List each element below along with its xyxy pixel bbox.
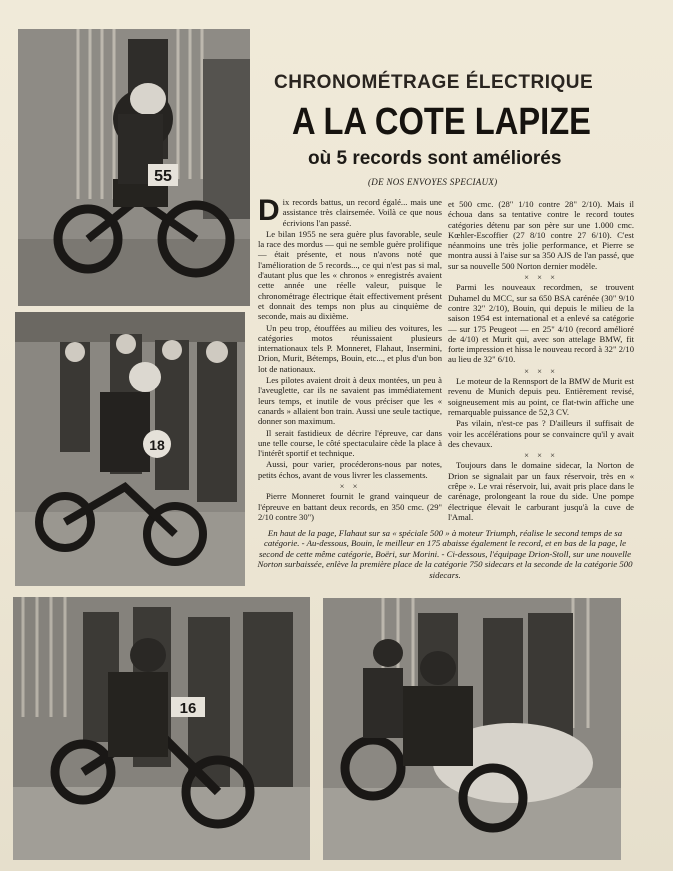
photo-sidecar-image — [323, 598, 621, 860]
section-separator: × × — [339, 481, 361, 492]
body-paragraph: et 500 cmc. (28" 1/10 contre 28" 2/10). Mais il échoua dans sa tentative contre le record toutes catégories détenu par son père sur une 1.000 cmc. Kœhler-Escoffier (27 8/10 contre 27 6/10). C'est néanmoins une très jolie performance, et Pierre se montra aussi à l'aise sur sa 350 AJS de l'an passé, que sur sa nouvelle 500 Norton dernier modèle. — [448, 199, 634, 271]
body-paragraph: Les pilotes avaient droit à deux montées, un peu à l'aveuglette, car ils ne savaient pas immédiatement leurs temps, et inutile de vous préciser que les « canards » allaient bon train. Aussi une seule tactique, donner son maximum. — [258, 375, 442, 427]
photo-drion-stoll-sidecar — [323, 598, 621, 860]
body-paragraph: Un peu trop, étouffées au milieu des voitures, les catégories motos réunissaient plusieurs internationaux tels P. Monneret, Flahaut, Insermini, Drion, Murit, Bétemps, Bouin, etc..., et plus d'un bon lot de nationaux. — [258, 322, 442, 374]
body-paragraph: Le moteur de la Rennsport de la BMW de Murit est revenu de Munich depuis peu. Entièrement revisé, soigneusement mis au point, ce flat-twin affiche une remarquable puissance de 52,3 CV. — [448, 376, 634, 417]
article-kicker: CHRONOMÉTRAGE ÉLECTRIQUE — [274, 72, 594, 93]
body-paragraph: Le bilan 1955 ne sera guère plus favorable, seule la race des mordus — qui ne semble guère prolifique — était présente, et nous n'avons noté que l'amélioration de 5 records..., ce qui n'est pas si mal, d'autant plus que les « chronos » enregistrés avaient cette année une réelle valeur, puisque le chronométrage électrique était effectivement présent et donnait des temps non plus au cinquième de seconde, mais au dixième. — [258, 228, 442, 322]
photo-boeri — [13, 597, 310, 860]
body-paragraph: Aussi, pour varier, procéderons-nous par notes, petits échos, avant de vous livrer les classements. — [258, 459, 442, 480]
body-paragraph: Pas vilain, n'est-ce pas ? D'ailleurs il suffisait de voir les accélérations pour se convaincre qu'il y avait des chevaux. — [448, 418, 634, 449]
body-paragraph: Il serait fastidieux de décrire l'épreuve, car dans une telle course, le côté spectaculaire cède la place à l'intérêt sportif et technique. — [258, 427, 442, 459]
section-separator: × × × — [524, 272, 558, 283]
photo-bouin — [15, 312, 245, 586]
photo-flahaut-image — [18, 29, 250, 306]
photo-boeri-image — [13, 597, 310, 860]
article-headline: A LA COTE LAPIZE — [292, 101, 591, 143]
plate-number-16: 16 — [179, 700, 197, 717]
plate-number-55: 55 — [154, 168, 172, 185]
photo-bouin-image — [15, 312, 245, 586]
photo-caption: En haut de la page, Flahaut sur sa « spéciale 500 » à moteur Triumph, réalise le second temps de sa catégorie. - Au-dessous, Bouin, le meilleur en 175 abaisse également le record, et en bas de la page, le second de cette même catégorie, Boëri, sur Morini. - Ci-dessous, l'équipage Drion-Stoll, sur une nouvelle Norton surbaissée, enlève la première place de la catégorie 750 sidecars et la seconde de la catégorie 500 sidecars. — [257, 528, 633, 580]
article-column-left — [258, 194, 442, 523]
lead-paragraph: Dix records battus, un record égalé... mais une assistance très clairsemée. Voilà ce que nous écrivions l'an passé. — [258, 194, 442, 228]
body-paragraph: Parmi les nouveaux recordmen, se trouvent Duhamel du MCC, sur sa 650 BSA carénée (30" 9/10 contre 32" 2/10), Bouin, qui depuis le milieu de la saison 1954 est international et a enlevé sa catégorie — sur 175 Peugeot — en 25" 4/10 (record amélioré de 4/10) et Murit qui, avec son attelage BMW, fit forte impression et hissa le nouveau record à 32" 2/10 au lieu de 32" 6/10. — [448, 282, 634, 365]
section-separator: × × × — [524, 365, 558, 376]
plate-number-18: 18 — [149, 437, 165, 453]
article-deck: où 5 records sont améliorés — [308, 148, 562, 169]
body-paragraph: Pierre Monneret fournit le grand vainqueur de l'épreuve en battant deux records, en 350 cmc. (29" 2/10 contre 30") — [258, 491, 442, 522]
photo-flahaut — [18, 29, 250, 306]
article-byline: (DE NOS ENVOYES SPECIAUX) — [368, 177, 498, 187]
article-column-right — [448, 199, 634, 523]
section-separator: × × × — [524, 450, 558, 461]
dropcap: D — [258, 194, 280, 227]
body-paragraph: Toujours dans le domaine sidecar, la Norton de Drion se signalait par un faux réservoir, très en « crêpe ». Le vrai réservoir, lui, avait pris place dans le carénage, prolongeant la roue du side. Une pompe électrique élevait le carburant jusqu'à la cuve de l'Amal. — [448, 460, 634, 522]
